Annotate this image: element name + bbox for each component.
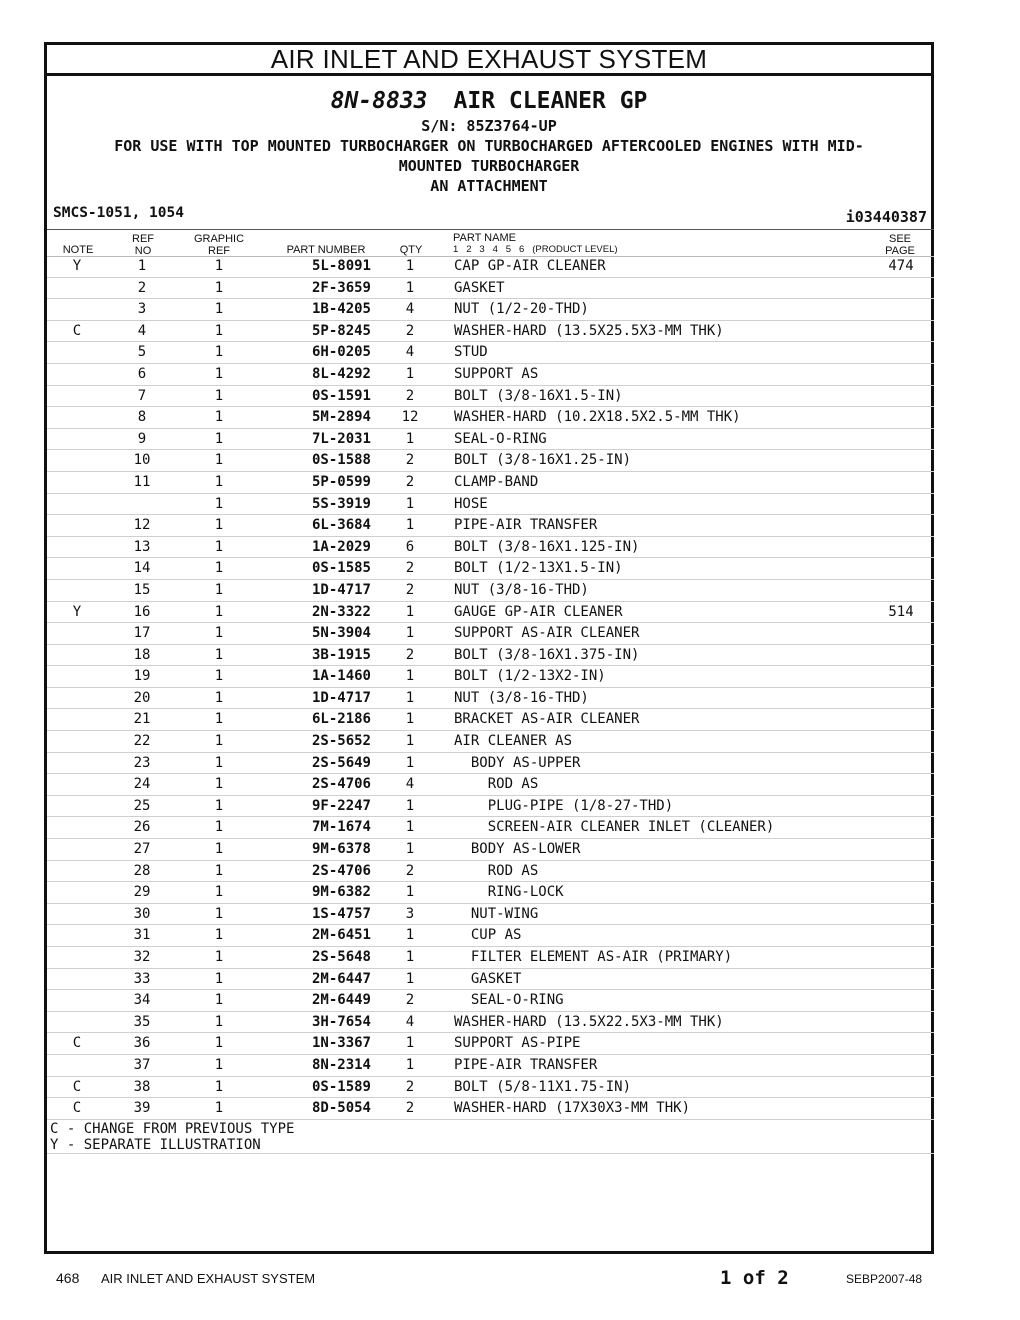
qty-cell: 6 xyxy=(405,538,415,555)
part-name-cell: NUT (1/2-20-THD) xyxy=(454,301,589,318)
part-name-cell: SEAL-O-RING xyxy=(454,430,547,447)
qty-cell: 1 xyxy=(405,495,415,512)
graphic-ref-cell: 1 xyxy=(214,301,224,318)
graphic-ref-cell: 1 xyxy=(214,1078,224,1095)
part-name-cell: SUPPORT AS-AIR CLEANER xyxy=(454,625,640,642)
table-row xyxy=(47,515,934,537)
qty-cell: 2 xyxy=(405,1078,415,1095)
qty-cell: 4 xyxy=(405,344,415,361)
part-number-cell: 8D-5054 xyxy=(311,1100,371,1117)
part-name-cell: WASHER-HARD (17X30X3-MM THK) xyxy=(454,1100,691,1117)
ref-no-cell: 10 xyxy=(133,452,151,469)
part-name-cell: PIPE-AIR TRANSFER xyxy=(454,517,598,534)
table-row xyxy=(47,817,934,839)
ref-no-cell: 15 xyxy=(133,581,151,598)
table-row xyxy=(47,731,934,753)
part-number-cell: 9F-2247 xyxy=(311,797,371,814)
part-name-cell: GASKET xyxy=(454,970,522,987)
qty-cell: 2 xyxy=(405,452,415,469)
illustration-id: i03440387 xyxy=(845,208,927,226)
part-name-cell: WASHER-HARD (10.2X18.5X2.5-MM THK) xyxy=(454,409,741,426)
qty-cell: 1 xyxy=(405,949,415,965)
qty-cell: 1 xyxy=(405,927,415,944)
graphic-ref-cell: 1 xyxy=(214,754,224,771)
footer-page-number: 468 xyxy=(56,1270,80,1286)
part-number-cell: 7L-2031 xyxy=(311,430,371,447)
header-top-rule xyxy=(47,229,934,230)
part-name-cell: AIR CLEANER AS xyxy=(454,733,573,750)
table-row xyxy=(47,450,934,472)
qty-cell: 1 xyxy=(405,841,415,858)
graphic-ref-cell: 1 xyxy=(214,409,224,426)
qty-cell: 2 xyxy=(405,862,415,879)
qty-cell: 12 xyxy=(401,409,419,426)
ref-no-cell: 11 xyxy=(133,473,151,490)
part-number-cell: 0S-1588 xyxy=(311,452,371,469)
graphic-ref-cell: 1 xyxy=(214,711,224,728)
qty-cell: 1 xyxy=(405,970,415,987)
graphic-ref-cell: 1 xyxy=(214,279,224,296)
ref-no-cell: 6 xyxy=(137,365,147,382)
qty-cell: 1 xyxy=(405,689,415,706)
ref-no-cell: 31 xyxy=(133,927,151,944)
part-number-cell: 2N-3322 xyxy=(311,603,371,620)
note-cell: C xyxy=(72,1035,82,1052)
part-name-cell: CUP AS xyxy=(454,927,522,944)
ref-no-cell: 3 xyxy=(137,301,147,318)
part-name-cell: SCREEN-AIR CLEANER INLET (CLEANER) xyxy=(454,819,775,836)
qty-cell: 1 xyxy=(405,711,415,728)
col-qty: QTY xyxy=(399,244,423,256)
graphic-ref-cell: 1 xyxy=(214,797,224,814)
part-number-cell: 1A-2029 xyxy=(311,538,371,555)
group-number: 8N-8833 xyxy=(330,88,428,114)
ref-no-cell: 19 xyxy=(133,668,151,685)
qty-cell: 4 xyxy=(405,776,415,793)
part-name-cell: GASKET xyxy=(454,279,505,296)
ref-no-cell: 5 xyxy=(137,344,147,361)
part-number-cell: 2S-5648 xyxy=(311,949,371,965)
part-name-cell: BOLT (1/2-13X1.5-IN) xyxy=(454,560,623,577)
usage-note-line-1: FOR USE WITH TOP MOUNTED TURBOCHARGER ON TURBOCHARGED AFTERCOOLED ENGINES WITH MID- xyxy=(114,137,864,155)
part-name-cell: GAUGE GP-AIR CLEANER xyxy=(454,603,623,620)
part-number-cell: 2M-6451 xyxy=(311,927,371,944)
graphic-ref-cell: 1 xyxy=(214,862,224,879)
table-row xyxy=(47,386,934,408)
part-name-cell: CLAMP-BAND xyxy=(454,473,539,490)
table-row xyxy=(47,774,934,796)
col-ref-no xyxy=(123,233,163,257)
qty-cell: 4 xyxy=(405,301,415,318)
footer-section: AIR INLET AND EXHAUST SYSTEM xyxy=(101,1271,316,1286)
part-name-cell: FILTER ELEMENT AS-AIR (PRIMARY) xyxy=(454,949,733,965)
col-note: NOTE xyxy=(62,244,94,256)
qty-cell: 1 xyxy=(405,819,415,836)
graphic-ref-cell: 1 xyxy=(214,495,224,512)
part-number-cell: 1B-4205 xyxy=(311,301,371,318)
graphic-ref-cell: 1 xyxy=(214,905,224,922)
ref-no-cell: 8 xyxy=(137,409,147,426)
table-row xyxy=(47,407,934,429)
smcs-code: SMCS-1051, 1054 xyxy=(53,205,184,221)
table-row xyxy=(47,472,934,494)
part-name-cell: PIPE-AIR TRANSFER xyxy=(454,1056,598,1073)
qty-cell: 2 xyxy=(405,992,415,1009)
ref-no-cell: 18 xyxy=(133,646,151,663)
ref-no-cell: 22 xyxy=(133,733,151,750)
qty-cell: 2 xyxy=(405,646,415,663)
ref-no-cell: 33 xyxy=(133,970,151,987)
part-number-cell: 6L-2186 xyxy=(311,711,371,728)
qty-cell: 2 xyxy=(405,387,415,404)
part-number-cell: 5P-8245 xyxy=(311,322,371,339)
ref-no-cell: 13 xyxy=(133,538,151,555)
graphic-ref-cell: 1 xyxy=(214,1056,224,1073)
graphic-ref-cell: 1 xyxy=(214,473,224,490)
graphic-ref-cell: 1 xyxy=(214,517,224,534)
qty-cell: 1 xyxy=(405,430,415,447)
graphic-ref-cell: 1 xyxy=(214,344,224,361)
part-number-cell: 0S-1585 xyxy=(311,560,371,577)
part-number-cell: 2F-3659 xyxy=(311,279,371,296)
qty-cell: 1 xyxy=(405,797,415,814)
qty-cell: 2 xyxy=(405,1100,415,1117)
qty-cell: 1 xyxy=(405,517,415,534)
graphic-ref-cell: 1 xyxy=(214,1100,224,1117)
qty-cell: 1 xyxy=(405,668,415,685)
note-cell: C xyxy=(72,322,82,339)
part-number-cell: 5S-3919 xyxy=(311,495,371,512)
ref-no-cell: 23 xyxy=(133,754,151,771)
graphic-ref-cell: 1 xyxy=(214,365,224,382)
group-name: AIR CLEANER GP xyxy=(453,88,648,114)
part-number-cell: 5L-8091 xyxy=(311,258,371,274)
ref-no-cell: 37 xyxy=(133,1056,151,1073)
part-number-cell: 1A-1460 xyxy=(311,668,371,685)
part-name-cell: WASHER-HARD (13.5X25.5X3-MM THK) xyxy=(454,322,724,339)
col-ref-no-top: REF xyxy=(132,233,154,245)
qty-cell: 2 xyxy=(405,560,415,577)
table-row xyxy=(47,666,934,688)
qty-cell: 1 xyxy=(405,1035,415,1052)
table-row xyxy=(47,947,934,969)
part-name-cell: SUPPORT AS-PIPE xyxy=(454,1035,581,1052)
serial-number-range: S/N: 85Z3764-UP xyxy=(421,117,557,135)
parts-list xyxy=(47,256,934,1120)
ref-no-cell: 35 xyxy=(133,1013,151,1030)
note-cell: Y xyxy=(72,603,82,620)
part-number-cell: 0S-1589 xyxy=(311,1078,371,1095)
col-part-number: PART NUMBER xyxy=(286,244,366,256)
col-part-name xyxy=(453,232,618,256)
part-name-cell: BOLT (3/8-16X1.375-IN) xyxy=(454,646,640,663)
ref-no-cell: 28 xyxy=(133,862,151,879)
legend-separate: Y - SEPARATE ILLUSTRATION xyxy=(50,1136,261,1153)
part-name-cell: BOLT (5/8-11X1.75-IN) xyxy=(454,1078,632,1095)
legend-rule xyxy=(47,1153,934,1154)
part-name-cell: ROD AS xyxy=(454,776,539,793)
part-number-cell: 1D-4717 xyxy=(311,581,371,598)
part-number-cell: 2M-6449 xyxy=(311,992,371,1009)
table-row xyxy=(47,623,934,645)
graphic-ref-cell: 1 xyxy=(214,733,224,750)
part-number-cell: 2S-4706 xyxy=(311,776,371,793)
graphic-ref-cell: 1 xyxy=(214,819,224,836)
ref-no-cell: 38 xyxy=(133,1078,151,1095)
part-number-cell: 7M-1674 xyxy=(311,819,371,836)
graphic-ref-cell: 1 xyxy=(214,452,224,469)
ref-no-cell: 29 xyxy=(133,884,151,901)
part-number-cell: 2S-4706 xyxy=(311,862,371,879)
table-row xyxy=(47,882,934,904)
footer-publication: SEBP2007-48 xyxy=(846,1272,923,1286)
part-number-cell: 1S-4757 xyxy=(311,905,371,922)
table-row xyxy=(47,688,934,710)
ref-no-cell: 34 xyxy=(133,992,151,1009)
graphic-ref-cell: 1 xyxy=(214,258,224,274)
part-name-cell: BOLT (1/2-13X2-IN) xyxy=(454,668,606,685)
part-number-cell: 2S-5652 xyxy=(311,733,371,750)
part-number-cell: 9M-6378 xyxy=(311,841,371,858)
qty-cell: 1 xyxy=(405,279,415,296)
part-number-cell: 2M-6447 xyxy=(311,970,371,987)
ref-no-cell: 21 xyxy=(133,711,151,728)
section-title: AIR INLET AND EXHAUST SYSTEM xyxy=(44,42,934,76)
col-part-name-title: PART NAME xyxy=(453,232,516,244)
qty-cell: 1 xyxy=(405,603,415,620)
part-name-cell: BODY AS-LOWER xyxy=(454,841,581,858)
part-name-cell: BODY AS-UPPER xyxy=(454,754,581,771)
part-name-cell: RING-LOCK xyxy=(454,884,564,901)
part-number-cell: 8L-4292 xyxy=(311,365,371,382)
col-graphic-ref xyxy=(188,233,250,257)
table-row xyxy=(47,796,934,818)
graphic-ref-cell: 1 xyxy=(214,603,224,620)
part-number-cell: 5P-0599 xyxy=(311,473,371,490)
ref-no-cell: 25 xyxy=(133,797,151,814)
part-number-cell: 3H-7654 xyxy=(311,1013,371,1030)
ref-no-cell: 16 xyxy=(133,603,151,620)
ref-no-cell: 24 xyxy=(133,776,151,793)
ref-no-cell: 39 xyxy=(133,1100,151,1117)
see-page-cell: 514 xyxy=(888,603,914,620)
part-number-cell: 9M-6382 xyxy=(311,884,371,901)
ref-no-cell: 20 xyxy=(133,689,151,706)
table-row xyxy=(47,645,934,667)
qty-cell: 1 xyxy=(405,625,415,642)
qty-cell: 3 xyxy=(405,905,415,922)
col-product-levels: 1 2 3 4 5 6 (PRODUCT LEVEL) xyxy=(453,244,618,255)
part-name-cell: BRACKET AS-AIR CLEANER xyxy=(454,711,640,728)
table-row xyxy=(47,904,934,926)
attachment-note: AN ATTACHMENT xyxy=(430,177,548,195)
ref-no-cell: 1 xyxy=(137,258,147,274)
part-name-cell: WASHER-HARD (13.5X22.5X3-MM THK) xyxy=(454,1013,724,1030)
table-row xyxy=(47,580,934,602)
qty-cell: 1 xyxy=(405,258,415,274)
part-name-cell: SEAL-O-RING xyxy=(454,992,564,1009)
ref-no-cell: 30 xyxy=(133,905,151,922)
graphic-ref-cell: 1 xyxy=(214,776,224,793)
ref-no-cell: 14 xyxy=(133,560,151,577)
graphic-ref-cell: 1 xyxy=(214,927,224,944)
graphic-ref-cell: 1 xyxy=(214,387,224,404)
table-row xyxy=(47,278,934,300)
part-number-cell: 6H-0205 xyxy=(311,344,371,361)
ref-no-cell: 32 xyxy=(133,949,151,965)
table-row xyxy=(47,969,934,991)
part-number-cell: 2S-5649 xyxy=(311,754,371,771)
graphic-ref-cell: 1 xyxy=(214,1013,224,1030)
group-title xyxy=(44,88,934,114)
part-name-cell: PLUG-PIPE (1/8-27-THD) xyxy=(454,797,674,814)
graphic-ref-cell: 1 xyxy=(214,1035,224,1052)
part-number-cell: 3B-1915 xyxy=(311,646,371,663)
part-number-cell: 1N-3367 xyxy=(311,1035,371,1052)
part-name-cell: ROD AS xyxy=(454,862,539,879)
table-row xyxy=(47,1033,934,1055)
part-name-cell: BOLT (3/8-16X1.25-IN) xyxy=(454,452,632,469)
ref-no-cell: 17 xyxy=(133,625,151,642)
col-graphic-ref-bottom: REF xyxy=(208,245,230,257)
graphic-ref-cell: 1 xyxy=(214,625,224,642)
ref-no-cell: 36 xyxy=(133,1035,151,1052)
table-row xyxy=(47,753,934,775)
graphic-ref-cell: 1 xyxy=(214,430,224,447)
part-name-cell: NUT-WING xyxy=(454,905,539,922)
qty-cell: 1 xyxy=(405,733,415,750)
part-number-cell: 6L-3684 xyxy=(311,517,371,534)
table-row xyxy=(47,839,934,861)
col-see-page-bottom: PAGE xyxy=(885,245,915,257)
qty-cell: 1 xyxy=(405,1056,415,1073)
part-name-cell: SUPPORT AS xyxy=(454,365,539,382)
usage-note-line-2: MOUNTED TURBOCHARGER xyxy=(398,157,580,175)
graphic-ref-cell: 1 xyxy=(214,970,224,987)
table-row xyxy=(47,429,934,451)
table-row xyxy=(47,861,934,883)
ref-no-cell: 4 xyxy=(137,322,147,339)
graphic-ref-cell: 1 xyxy=(214,992,224,1009)
ref-no-cell: 7 xyxy=(137,387,147,404)
graphic-ref-cell: 1 xyxy=(214,841,224,858)
ref-no-cell: 2 xyxy=(137,279,147,296)
table-row xyxy=(47,1012,934,1034)
graphic-ref-cell: 1 xyxy=(214,949,224,965)
table-row xyxy=(47,342,934,364)
graphic-ref-cell: 1 xyxy=(214,322,224,339)
graphic-ref-cell: 1 xyxy=(214,581,224,598)
note-cell: Y xyxy=(72,258,82,274)
table-row xyxy=(47,364,934,386)
table-row xyxy=(47,602,934,624)
part-name-cell: BOLT (3/8-16X1.125-IN) xyxy=(454,538,640,555)
part-name-cell: CAP GP-AIR CLEANER xyxy=(454,258,606,274)
part-name-cell: STUD xyxy=(454,344,488,361)
graphic-ref-cell: 1 xyxy=(214,668,224,685)
graphic-ref-cell: 1 xyxy=(214,646,224,663)
qty-cell: 1 xyxy=(405,365,415,382)
part-number-cell: 1D-4717 xyxy=(311,689,371,706)
part-number-cell: 5M-2894 xyxy=(311,409,371,426)
col-see-page-top: SEE xyxy=(888,233,911,245)
graphic-ref-cell: 1 xyxy=(214,560,224,577)
qty-cell: 4 xyxy=(405,1013,415,1030)
qty-cell: 1 xyxy=(405,884,415,901)
legend-change: C - CHANGE FROM PREVIOUS TYPE xyxy=(50,1121,295,1137)
note-cell: C xyxy=(72,1078,82,1095)
ref-no-cell: 9 xyxy=(137,430,147,447)
table-row xyxy=(47,558,934,580)
legend xyxy=(50,1122,294,1153)
table-row xyxy=(47,537,934,559)
note-cell: C xyxy=(72,1100,82,1117)
part-name-cell: NUT (3/8-16-THD) xyxy=(454,689,589,706)
col-ref-no-bottom: NO xyxy=(134,245,152,257)
table-row xyxy=(47,321,934,343)
table-row xyxy=(47,256,934,278)
col-graphic-ref-top: GRAPHIC xyxy=(193,233,245,245)
table-row xyxy=(47,1098,934,1120)
ref-no-cell: 26 xyxy=(133,819,151,836)
part-name-cell: BOLT (3/8-16X1.5-IN) xyxy=(454,387,623,404)
part-name-cell: HOSE xyxy=(454,495,488,512)
col-see-page xyxy=(881,233,919,257)
table-row xyxy=(47,1077,934,1099)
ref-no-cell: 27 xyxy=(133,841,151,858)
table-row xyxy=(47,1055,934,1077)
footer-sheet: 1 of 2 xyxy=(720,1267,789,1289)
qty-cell: 2 xyxy=(405,581,415,598)
graphic-ref-cell: 1 xyxy=(214,689,224,706)
part-number-cell: 5N-3904 xyxy=(311,625,371,642)
table-row xyxy=(47,299,934,321)
qty-cell: 2 xyxy=(405,473,415,490)
part-number-cell: 0S-1591 xyxy=(311,387,371,404)
qty-cell: 1 xyxy=(405,754,415,771)
table-row xyxy=(47,925,934,947)
table-row xyxy=(47,990,934,1012)
table-row xyxy=(47,494,934,516)
ref-no-cell: 12 xyxy=(133,517,151,534)
graphic-ref-cell: 1 xyxy=(214,884,224,901)
part-name-cell: NUT (3/8-16-THD) xyxy=(454,581,589,598)
graphic-ref-cell: 1 xyxy=(214,538,224,555)
qty-cell: 2 xyxy=(405,322,415,339)
table-row xyxy=(47,709,934,731)
part-number-cell: 8N-2314 xyxy=(311,1056,371,1073)
see-page-cell: 474 xyxy=(888,258,914,274)
